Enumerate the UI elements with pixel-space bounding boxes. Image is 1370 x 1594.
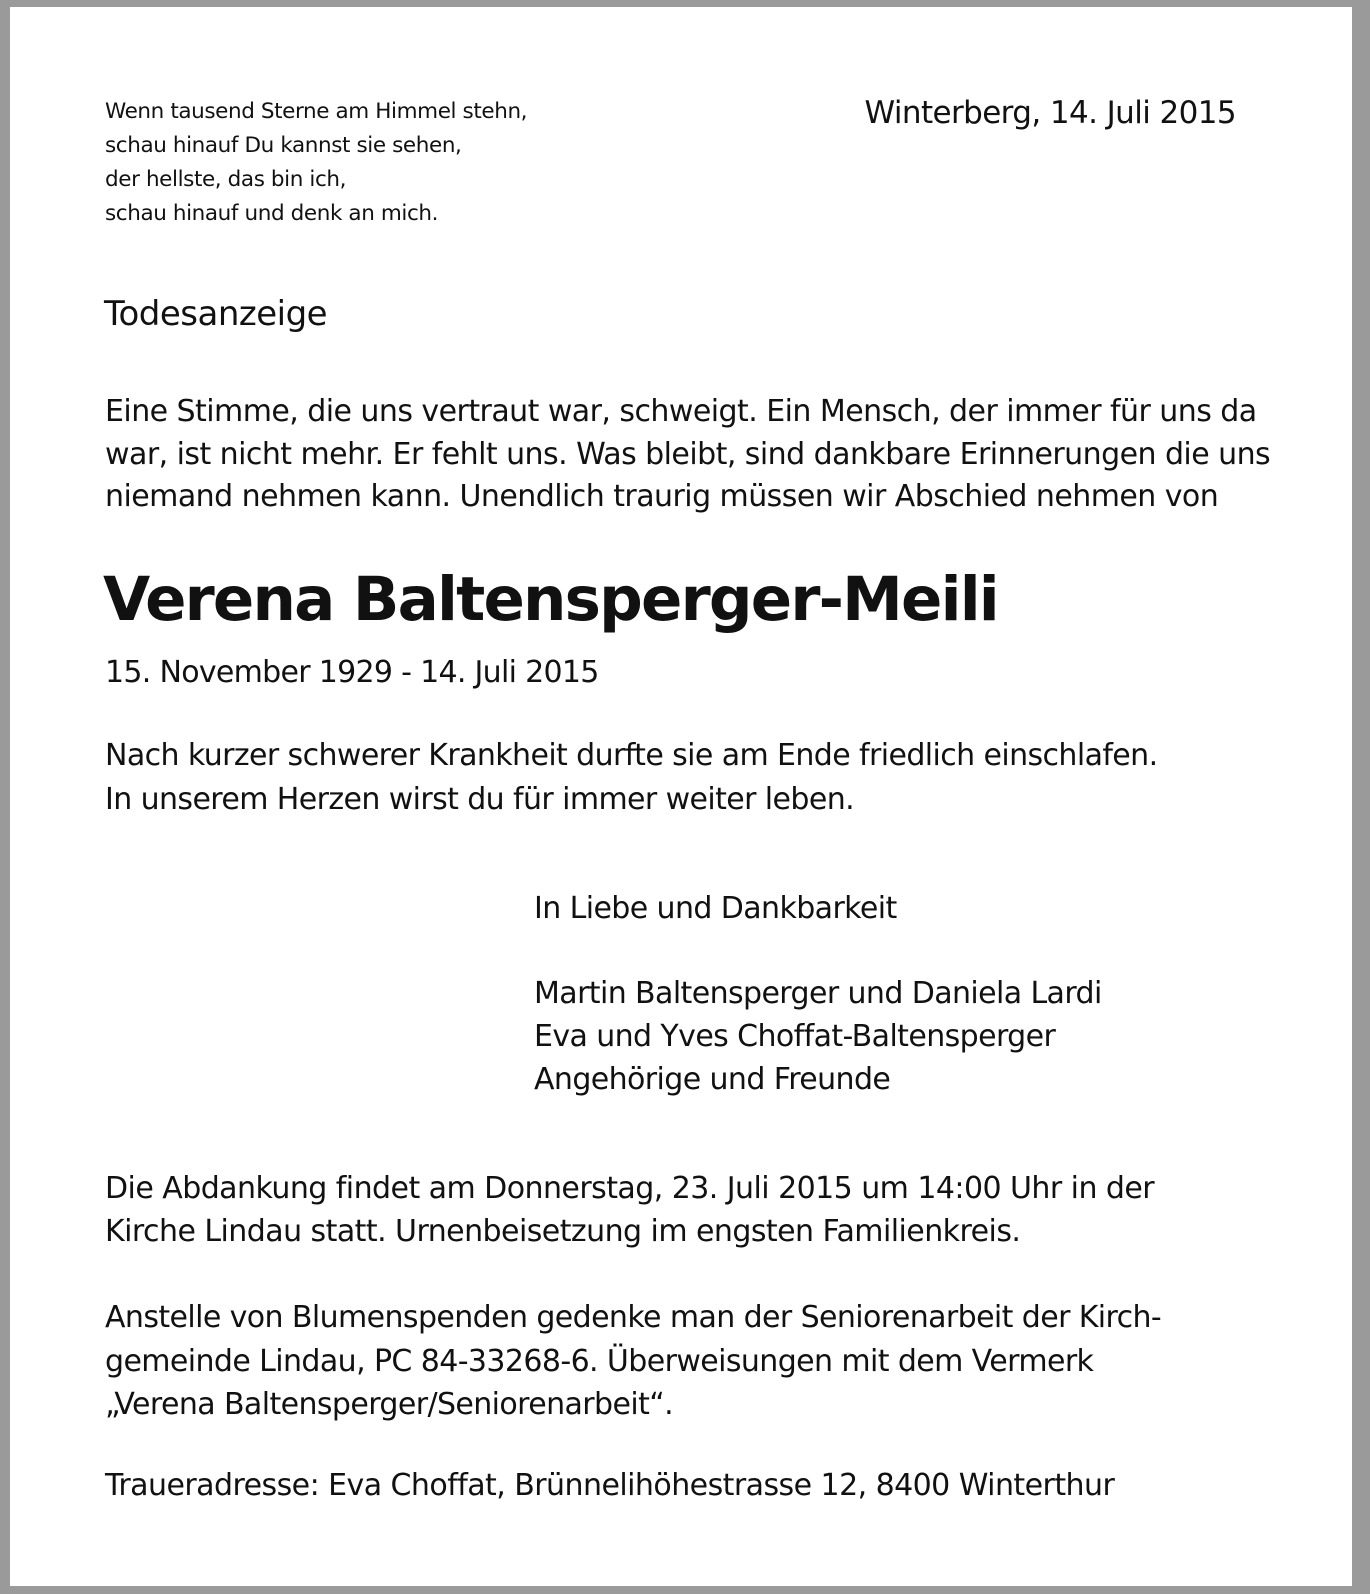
ceremony-line: Kirche Lindau statt. Urnenbeisetzung im engsten Familienkreis. [105,1214,1021,1249]
mourner-line: Eva und Yves Choffat-Baltensperger [534,1019,1056,1054]
donation-line: „Verena Baltensperger/Seniorenarbeit“. [105,1387,674,1422]
place-and-date: Winterberg, 14. Juli 2015 [864,95,1236,131]
poem-line: der hellste, das bin ich, [105,167,347,192]
intro-line: niemand nehmen kann. Unendlich traurig müssen wir Abschied nehmen von [105,479,1219,514]
illness-paragraph [105,734,1158,822]
donation-line: Anstelle von Blumenspenden gedenke man der Seniorenarbeit der Kirch- [105,1300,1162,1335]
donation-paragraph [105,1296,1161,1427]
donation-line: gemeinde Lindau, PC 84-33268-6. Überweisungen mit dem Vermerk [105,1343,1094,1379]
poem-line: schau hinauf Du kannst sie sehen, [105,133,462,158]
illness-line: In unserem Herzen wirst du für immer weiter leben. [105,782,855,817]
life-dates: 15. November 1929 - 14. Juli 2015 [105,655,599,690]
deceased-name: Verena Baltensperger-Meili [103,564,998,635]
ceremony-paragraph [105,1167,1154,1253]
page-title: Todesanzeige [104,294,328,334]
poem-line: Wenn tausend Sterne am Himmel stehn, [105,99,528,124]
illness-line: Nach kurzer schwerer Krankheit durfte sie am Ende friedlich einschlafen. [105,738,1158,773]
intro-line: Eine Stimme, die uns vertraut war, schweigt. Ein Mensch, der immer für uns da [105,394,1257,429]
poem-line: schau hinauf und denk an mich. [105,201,439,226]
ceremony-line: Die Abdankung findet am Donnerstag, 23. Juli 2015 um 14:00 Uhr in der [105,1171,1155,1206]
signoff: In Liebe und Dankbarkeit [534,891,897,926]
intro-line: war, ist nicht mehr. Er fehlt uns. Was bleibt, sind dankbare Erinnerungen die uns [105,436,1271,472]
mourner-line: Angehörige und Freunde [534,1062,891,1097]
intro-paragraph [105,391,1270,519]
poem [105,95,527,231]
mourners-list [534,972,1102,1101]
mourner-line: Martin Baltensperger und Daniela Lardi [534,976,1102,1011]
mourning-address: Traueradresse: Eva Choffat, Brünnelihöhestrasse 12, 8400 Winterthur [105,1468,1115,1503]
